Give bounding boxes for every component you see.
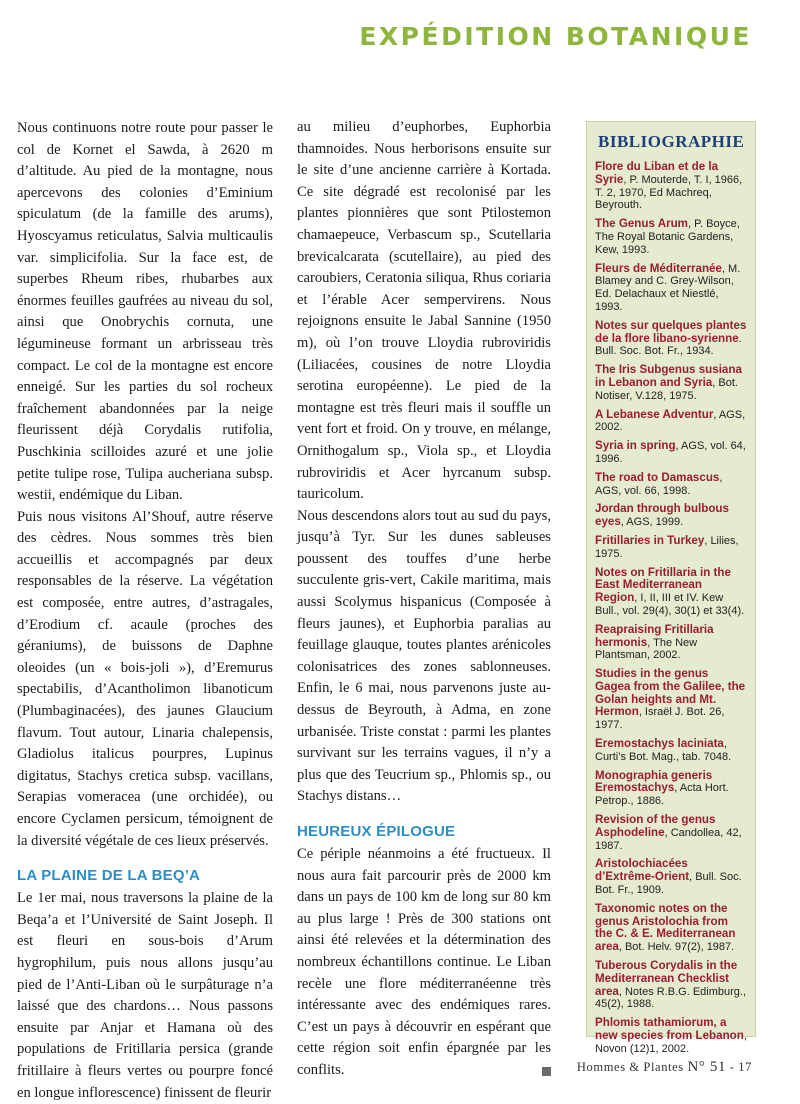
bibliography-entry xyxy=(595,409,747,435)
article-column-1 xyxy=(17,118,273,1104)
page-number: 17 xyxy=(738,1060,752,1074)
bibliography-entry-title: The road to Damascus xyxy=(595,470,720,484)
bibliography-entry-reference: , The New Plantsman, 2002. xyxy=(595,636,698,662)
paragraph: Nous continuons notre route pour passer le col de Kornet el Sawda, à 2620 m d’altitude. Au pied de la montagne, nous apercevons des colonies d’Eminium spiculatum (de la famille des arums), Hyoscyamus reticulatus, Salvia multicaulis var. simplicifolia. Sur la face est, de superbes Rheum ribes, rhubarbes aux énormes feuilles gaufrées au niveau du sol, ainsi que Onobrychis cornuta, une légumineuse formant un arbrisseau très compact. Le col de la montagne est encore enneigé. Sur les parties du sol rocheux fraîchement abandonnées par la neige fleurissent déjà Corydalis rutifolia, Puschkinia scilloides azuré et une jolie petite tulipe rose, Tulipa aucheriana subsp. westii, endémique du Liban. xyxy=(17,120,273,504)
bibliography-title: BIBLIOGRAPHIE xyxy=(598,132,745,151)
bibliography-entry-reference: . Bull. Soc. Bot. Fr., 1934. xyxy=(595,332,742,358)
bibliography-entry xyxy=(595,903,747,954)
bibliography-entry-title: Fleurs de Méditerranée xyxy=(595,261,722,275)
section-heading: HEUREUX ÉPILOGUE xyxy=(297,823,456,840)
bibliography-entry-reference: , AGS, vol. 64, 1996. xyxy=(595,440,746,465)
bibliography-entry-title: Notes sur quelques plantes de la flore libano-syrienne xyxy=(595,318,747,345)
bibliography-entry xyxy=(595,535,747,561)
bibliography-entry-reference: , Notes R.B.G. Edimburg., 45(2), 1988. xyxy=(595,985,747,1011)
paragraph: au milieu d’euphorbes, Euphorbia thamnoides. Nous herborisons ensuite sur le site d’une ancienne carrière à Kortada. Ce site dégradé est recolonisé par les plantes pionnières que sont Ptilostemon chamaepeuce, Verbascum sp., Scutellaria brevicalcarata (scutellaire), au pied des caroubiers, Ceratonia siliqua, Rhus coriaria et l’érable Acer sempervirens. Nous rejoignons ensuite le Jabal Sannine (1950 m), où l’on trouve Lloydia rubroviridis (Liliacées, cousines de notre Lloydia serotina européenne). Le pied de la montagne est très fleuri mais il souffle un vent fort et froid. On y trouve, en mélange, Ornithogalum sp., Viola sp., et Lloydia rubroviridis et Acer hyrcanum subsp. tauricolum. xyxy=(297,119,551,503)
bibliography-entry-reference: , I, II, III et IV. Kew Bull., vol. 29(4), 30(1) et 33(4). xyxy=(595,592,745,617)
bibliography-entry-title: Revision of the genus Asphodeline xyxy=(595,813,716,839)
paragraph-text: Ce périple néanmoins a été fructueux. Il nous aura fait parcourir près de 2000 km dans un pays de 100 km de long sur 80 km au plus large ! Près de 300 stations ont ainsi été relevées et la détermination des nombreux échantillons continue. Le Liban recèle une flore méditerranéenne très intéressante avec des endémiques rares. C’est un pays à découvrir en espérant que cette région soit enfin épargnée par les conflits. xyxy=(297,846,551,1078)
bibliography-entry xyxy=(595,668,747,732)
page-header-title: EXPÉDITION BOTANIQUE xyxy=(359,22,752,51)
bibliography-entry-title: Tuberous Corydalis in the Mediterranean Checklist area xyxy=(595,959,738,998)
bibliography-entry-title: Fritillaries in Turkey xyxy=(595,533,705,547)
footer-separator: - xyxy=(726,1060,739,1074)
bibliography-entry-title: Monographia generis Eremostachys xyxy=(595,768,713,795)
page-footer xyxy=(577,1059,752,1076)
bibliography-entry-reference: , Israël J. Bot. 26, 1977. xyxy=(595,706,725,732)
paragraph xyxy=(297,844,551,1082)
bibliography-entry-reference: , AGS, 2002. xyxy=(595,408,746,434)
bibliography-entry-title: The Genus Arum xyxy=(595,217,688,231)
paragraph: Puis nous visitons Al’Shouf, autre réserve des cèdres. Nous sommes très bien accueillis et accompagnés par deux responsables de la réserve. La végétation est composée, entre autres, d’astragales, d’Erodium cf. acaule (proches des géraniums), de buissons de Daphne oleoides (un « bois-joli »), d’Eremurus spectabilis, d’Acantholimon libanoticum (Plumbaginacées), des jaunes Glaucium flavum. Tout autour, Linaria chalepensis, Gladiolus italicus pourpres, Lupinus digitatus, Stachys cretica subsp. vacillans, Serapias vomeracea (une orchidée), ou encore Cyclamen persicum, témoignent de la diversité végétale de ces lieux préservés. xyxy=(17,508,273,849)
bibliography-entry xyxy=(595,770,747,808)
bibliography-entry-title: Syria in spring xyxy=(595,439,676,453)
bibliography-entry xyxy=(595,960,747,1011)
magazine-name: Hommes & Plantes xyxy=(576,1060,684,1074)
bibliography-entry-title: Taxonomic notes on the genus Aristolochia from the C. & E. Mediterranean area xyxy=(595,901,736,954)
bibliography-entry-title: Flore du Liban et de la Syrie xyxy=(595,160,719,186)
bibliography-entry-reference: , Bull. Soc. Bot. Fr., 1909. xyxy=(595,871,742,897)
bibliography-entry xyxy=(595,567,747,618)
bibliography-list xyxy=(595,161,747,1056)
bibliography-entry-reference: , Lilies, 1975. xyxy=(595,534,739,560)
bibliography-entry-reference: , Curti’s Bot. Mag., tab. 7048. xyxy=(595,738,732,763)
bibliography-entry-reference: , Acta Hort. Petrop., 1886. xyxy=(595,782,729,808)
bibliography-entry xyxy=(595,503,747,529)
bibliography-entry-title: Aristolochiacées d’Extrême-Orient xyxy=(595,857,690,884)
bibliography-entry-reference: , Bot. Helv. 97(2), 1987. xyxy=(618,941,735,954)
bibliography-entry-reference: , Candollea, 42, 1987. xyxy=(595,826,742,852)
bibliography-entry xyxy=(595,218,747,256)
bibliography-entry xyxy=(595,320,747,358)
bibliography-entry xyxy=(595,161,747,212)
section-heading: LA PLAINE DE LA BEQ’A xyxy=(17,867,201,885)
bibliography-entry-title: Notes on Fritillaria in the East Mediterranean Region xyxy=(595,565,731,605)
bibliography-entry-reference: , P. Mouterde, T. I, 1966, T. 2, 1970, Ed Machreq, Beyrouth. xyxy=(595,173,743,212)
article-column-2 xyxy=(297,117,551,1082)
bibliography-entry xyxy=(595,440,747,466)
bibliography-entry xyxy=(595,472,747,498)
bibliography-entry-reference: , P. Boyce, The Royal Botanic Gardens, Kew, 1993. xyxy=(595,218,740,256)
bibliography-entry-reference: , Bot. Notiser, V.128, 1975. xyxy=(595,376,738,402)
paragraph: Nous descendons alors tout au sud du pays, jusqu’à Tyr. Sur les dunes sableuses poussent des touffes d’une herbe succulente gris-vert, Cakile maritima, mais aussi Scolymus hispanicus (Composée à fleurs jaunes), et Euphorbia paralias au feuillage glauque, toutes plantes arénicoles colonisatrices des zones sablonneuses. Enfin, le 6 mai, nous parvenons juste au-dessus de Beyrouth, à Adma, en zone urbanisée. Triste constat : parmi les plantes survivant sur les terrains vagues, il n’y a plus que des Teucrium sp., Phlomis sp., ou Stachys distans… xyxy=(297,507,551,805)
bibliography-entry xyxy=(595,263,747,314)
bibliography-sidebar xyxy=(586,121,756,1055)
bibliography-entry-title: Phlomis tathamiorum, a new species from Lebanon xyxy=(595,1016,744,1043)
bibliography-entry xyxy=(595,624,747,662)
bibliography-entry-title: The Iris Subgenus susiana in Lebanon and Syria xyxy=(595,363,742,389)
bibliography-entry-title: Reapraising Fritillaria hermonis xyxy=(595,622,714,649)
bibliography-entry-reference: , AGS, 1999. xyxy=(620,516,684,529)
end-mark-icon xyxy=(542,1067,551,1076)
bibliography-entry xyxy=(595,738,747,764)
bibliography-entry xyxy=(595,364,747,402)
bibliography-entry-title: Jordan through bulbous eyes xyxy=(595,502,729,529)
bibliography-entry-title: A Lebanese Adventur xyxy=(595,407,714,421)
bibliography-entry xyxy=(595,1017,747,1055)
bibliography-entry-reference: , M. Blamey and C. Grey-Wilson, Ed. Delachaux et Niestlé, 1993. xyxy=(595,262,741,313)
bibliography-entry-title: Studies in the genus Gagea from the Galilee, the Golan heights and Mt. Hermon xyxy=(595,667,746,719)
bibliography-entry xyxy=(595,858,747,896)
bibliography-entry xyxy=(595,814,747,852)
bibliography-entry-reference: , Novon (12)1, 2002. xyxy=(595,1030,747,1055)
paragraph: Le 1er mai, nous traversons la plaine de la Beqa’a et l’Université de Saint Joseph. Il est fleuri en sous-bois d’Arum hygrophilum, puis nous allons jusqu’au pied de l’Anti-Liban où le surpâturage n’a laissé que des chardons… Nous passons ensuite par Anjar et Hamana où des populations de Fritillaria persica (grande fritillaire à fleurs vertes ou pourpre foncé en longue inflorescence) finissent de fleurir xyxy=(17,890,273,1101)
bibliography-entry-title: Eremostachys laciniata xyxy=(595,737,724,751)
bibliography-entry-reference: , AGS, vol. 66, 1998. xyxy=(595,471,723,497)
issue-number: N° 51 xyxy=(687,1059,727,1075)
